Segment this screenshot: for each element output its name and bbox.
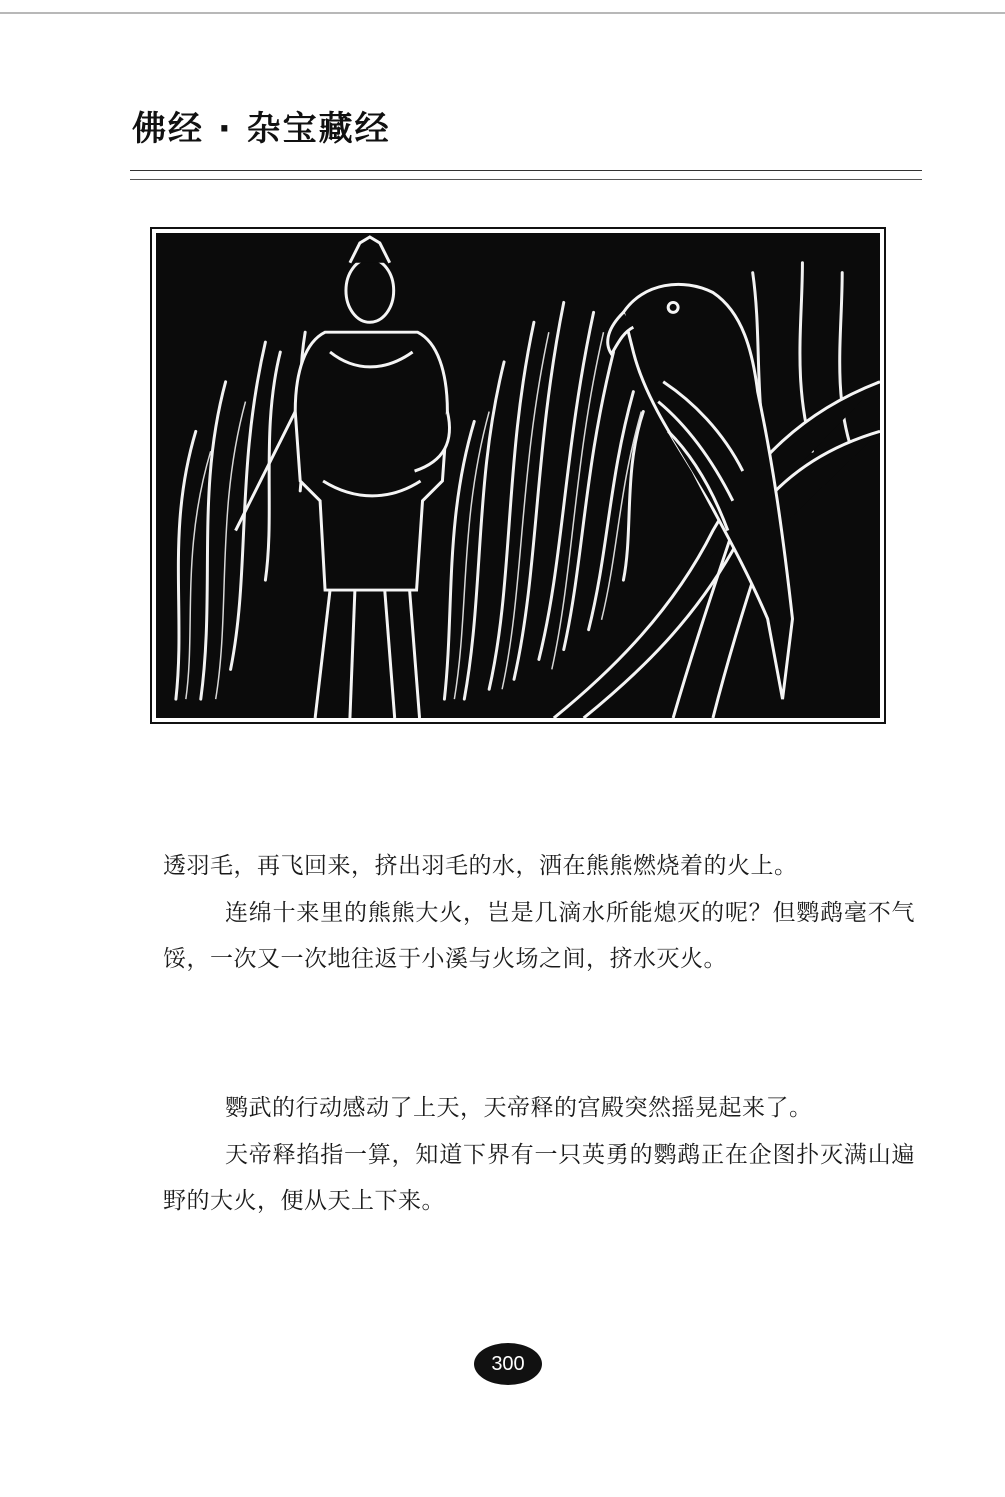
header-divider [130, 170, 922, 171]
header-divider-secondary [130, 179, 922, 180]
page-number-badge: 300 [474, 1343, 542, 1385]
warrior-and-parrot-illustration-icon [156, 233, 880, 718]
paragraph-text: 天帝释掐指一算，知道下界有一只英勇的鹦鹉正在企图扑灭满山遍野的大火，便从天上下来。 [163, 1142, 915, 1214]
paragraph-text: 鹦武的行动感动了上天，天帝释的宫殿突然摇晃起来了。 [225, 1095, 813, 1121]
page-header-title: 佛经 · 杂宝藏经 [132, 109, 391, 149]
body-paragraph-2 [163, 890, 915, 982]
paragraph-text: 连绵十来里的熊熊大火，岂是几滴水所能熄灭的呢？但鹦鹉毫不气馁，一次又一次地往返于小溪与火场之间，挤水灭火。 [163, 900, 915, 972]
body-paragraph-1 [163, 843, 915, 889]
body-paragraph-4 [163, 1132, 915, 1224]
illustration-woodcut [150, 227, 886, 724]
top-border-line [0, 12, 1005, 14]
body-paragraph-3 [163, 1085, 915, 1131]
paragraph-text: 透羽毛，再飞回来，挤出羽毛的水，洒在熊熊燃烧着的火上。 [163, 853, 798, 879]
